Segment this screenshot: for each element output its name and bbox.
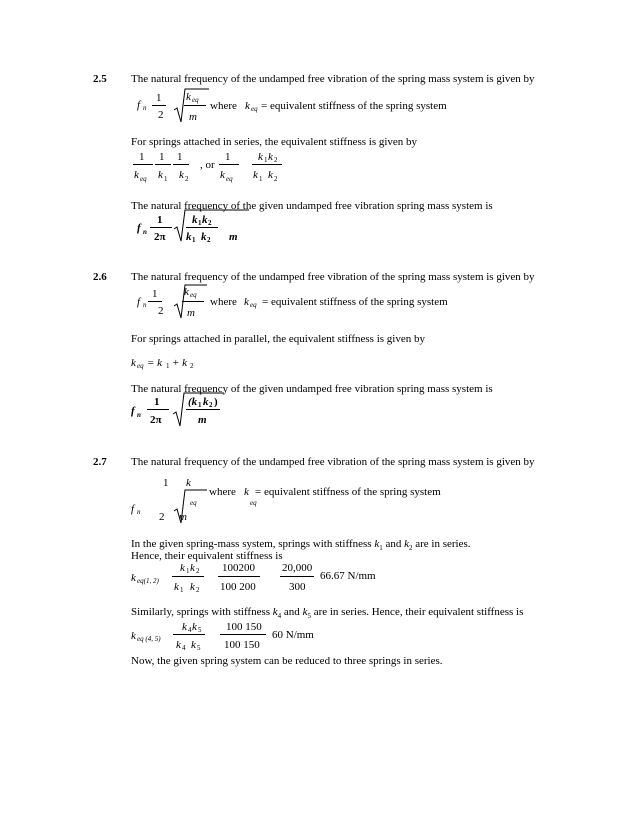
k-symbol: k [268, 169, 273, 181]
k-symbol: k [190, 562, 195, 574]
eq-subscript: eq [190, 499, 197, 507]
parallel-text: For springs attached in parallel, the equivalent stiffness is given by [131, 333, 425, 345]
fraction-bar [155, 164, 171, 165]
k-symbol: k [244, 296, 249, 308]
fraction-bar [184, 105, 206, 106]
subscript: 5 [197, 644, 201, 652]
eq-subscript: eq [140, 175, 147, 183]
fraction-bar [218, 576, 260, 577]
fraction-bar [220, 634, 266, 635]
fraction-bar [252, 164, 282, 165]
fraction-bar [173, 634, 205, 635]
result-value: 60 N/mm [272, 629, 314, 641]
eq-subscript: eq [250, 499, 257, 507]
frac-num: 1 [156, 92, 162, 104]
fraction-bar [150, 227, 172, 228]
frac-den: 300 [289, 581, 306, 593]
definition-text: = equivalent stiffness of the spring system [261, 100, 447, 112]
conclusion-text: Now, the given spring system can be reduced to three springs in series. [131, 655, 443, 667]
section-number: 2.6 [93, 271, 107, 283]
eq-subscript: eq [251, 105, 258, 113]
k-symbol: k [180, 562, 185, 574]
subscript: 2 [274, 156, 278, 164]
where-text: where [209, 486, 236, 498]
subscript: 2 [185, 175, 189, 183]
n-subscript: n [137, 508, 141, 516]
frac-num: 1 [152, 288, 158, 300]
similarly-text: Similarly, springs with stiffness $k_4$ and $k_5$ are in series. Hence, their equivalent stiffness is [131, 606, 524, 621]
frac-den: 100 200 [220, 581, 256, 593]
n-subscript: n [143, 301, 147, 309]
k-symbol: k [174, 581, 179, 593]
result-value: 66.67 N/mm [320, 570, 376, 582]
f-symbol: f [137, 222, 141, 234]
fraction-bar [280, 576, 314, 577]
fraction-bar [219, 164, 239, 165]
frac-num: 100 150 [226, 621, 262, 633]
k-symbol: k [191, 639, 196, 651]
frac-num: 100200 [222, 562, 255, 574]
f-symbol: f [131, 503, 135, 515]
fraction-bar [173, 164, 189, 165]
fraction-bar [148, 301, 162, 302]
subscript: 1 [166, 362, 170, 370]
subscript: 2 [208, 219, 212, 227]
subscript: 2 [190, 362, 194, 370]
subscript: 1 [164, 175, 168, 183]
k-symbol: k [184, 286, 189, 298]
eq-subscript: eq [226, 175, 233, 183]
k-symbol: k [201, 231, 207, 243]
k-symbol: k [186, 477, 191, 489]
definition-text: = equivalent stiffness of the spring system [262, 296, 448, 308]
where-text: where [210, 100, 237, 112]
k-symbol: k [253, 169, 258, 181]
f-symbol: f [137, 296, 141, 308]
k-symbol: k [244, 486, 249, 498]
n-subscript: n [143, 104, 147, 112]
given-text: The natural frequency of the given undamped free vibration spring mass system is [131, 200, 493, 212]
frac-num: 1 [159, 151, 165, 163]
where-text: where [210, 296, 237, 308]
m-symbol: m [179, 511, 187, 523]
subscript: 2 [196, 567, 200, 575]
fraction-bar [182, 301, 204, 302]
k-symbol: k [158, 169, 163, 181]
k-symbol: k [182, 621, 187, 633]
m-symbol: m [198, 414, 207, 426]
eq-subscript: eq [137, 362, 144, 370]
m-symbol: m [189, 111, 197, 123]
intro-text: The natural frequency of the undamped free vibration of the spring mass system is given by [131, 271, 535, 283]
fraction-bar [152, 105, 166, 106]
eq-subscript: eq(1, 2) [137, 577, 159, 585]
k-symbol: k [176, 639, 181, 651]
fraction-bar [186, 227, 218, 228]
f-symbol: f [131, 405, 135, 417]
n-subscript: n [137, 411, 141, 419]
frac-den: 2 [158, 305, 164, 317]
two-pi: 2π [150, 414, 162, 426]
k-symbol: k [190, 581, 195, 593]
frac-num: 1 [139, 151, 145, 163]
m-symbol: m [187, 307, 195, 319]
section-number: 2.5 [93, 73, 107, 85]
eq-subscript: eq [192, 96, 199, 104]
subscript: 4 [188, 626, 192, 634]
k-symbol: k [131, 572, 136, 584]
paren-close: ) [214, 396, 218, 408]
hence-text: Hence, their equivalent stiffness is [131, 550, 283, 562]
section-number: 2.7 [93, 456, 107, 468]
m-symbol: m [229, 231, 238, 243]
or-text: , or [200, 159, 215, 171]
series-text: For springs attached in series, the equivalent stiffness is given by [131, 136, 418, 148]
two-pi: 2π [154, 231, 166, 243]
intro-text: The natural frequency of the undamped free vibration of the spring mass system is given by [131, 456, 535, 468]
equation-rhs: = k [147, 357, 163, 369]
subscript: 1 [198, 401, 202, 409]
subscript: 5 [198, 626, 202, 634]
frac-num: 1 [157, 214, 163, 226]
subscript: 4 [182, 644, 186, 652]
subscript: 1 [192, 236, 196, 244]
k-symbol: k [268, 151, 273, 163]
f-symbol: f [137, 99, 141, 111]
k-symbol: k [202, 214, 208, 226]
frac-den: 100 150 [224, 639, 260, 651]
frac-num: 1 [177, 151, 183, 163]
k-symbol: k [245, 100, 250, 112]
subscript: 2 [196, 586, 200, 594]
k-symbol: k [179, 169, 184, 181]
eq-subscript: eq [190, 291, 197, 299]
frac-den: 2 [158, 109, 164, 121]
frac-den: 2 [159, 511, 165, 523]
series-text: In the given spring-mass system, springs with stiffness $k_1$ and $k_2$ are in series. [131, 538, 471, 553]
n-subscript: n [143, 228, 147, 236]
subscript: 1 [259, 175, 263, 183]
frac-num: 1 [225, 151, 231, 163]
paren-k: (k [188, 396, 198, 408]
frac-num: 1 [154, 396, 160, 408]
fraction-bar [133, 164, 153, 165]
given-text: The natural frequency of the given undamped free vibration spring mass system is [131, 383, 493, 395]
fraction-bar [147, 409, 169, 410]
k-symbol: k [192, 621, 197, 633]
k-symbol: k [192, 214, 198, 226]
eq-subscript: eq (4, 5) [137, 635, 161, 643]
k-symbol: k [220, 169, 225, 181]
k-symbol: k [134, 169, 139, 181]
frac-num: 20,000 [282, 562, 313, 574]
subscript: 1 [180, 586, 184, 594]
fraction-bar [186, 409, 220, 410]
subscript: 1 [198, 219, 202, 227]
k-symbol: k [203, 396, 209, 408]
k-symbol: k [186, 91, 191, 103]
k-symbol: k [258, 151, 263, 163]
intro-text: The natural frequency of the undamped free vibration of the spring mass system is given by [131, 73, 535, 85]
fraction-bar [172, 576, 204, 577]
subscript: 1 [264, 156, 268, 164]
k-symbol: k [131, 630, 136, 642]
definition-text: = equivalent stiffness of the spring system [255, 486, 441, 498]
frac-num: 1 [163, 477, 169, 489]
subscript: 2 [207, 236, 211, 244]
subscript: 2 [274, 175, 278, 183]
subscript: 2 [209, 401, 213, 409]
eq-subscript: eq [250, 301, 257, 309]
equation-plus: + k [172, 357, 188, 369]
subscript: 1 [186, 567, 190, 575]
k-symbol: k [131, 357, 136, 369]
k-symbol: k [186, 231, 192, 243]
